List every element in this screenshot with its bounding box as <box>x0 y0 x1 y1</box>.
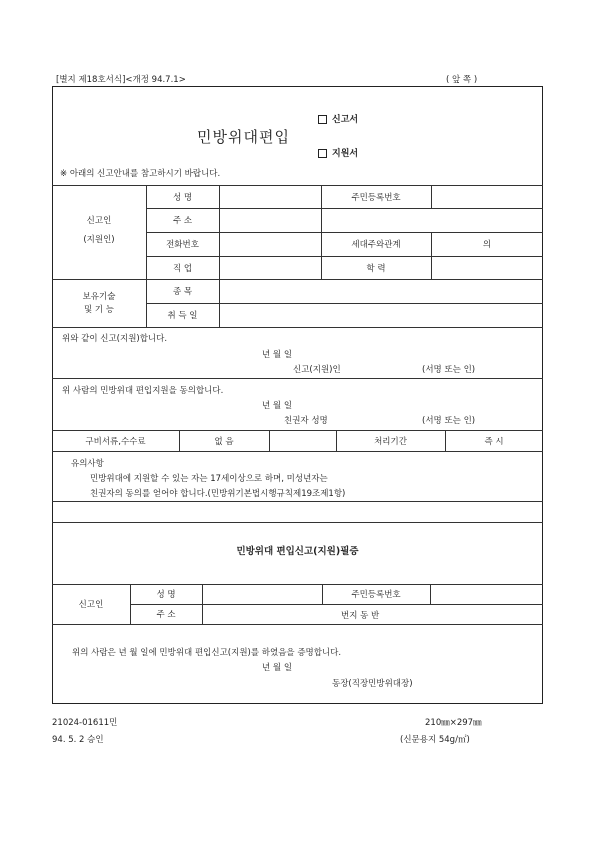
divider <box>52 624 543 625</box>
skill-acquired-label: 취 득 일 <box>167 311 198 321</box>
household-suffix: 의 <box>482 240 492 250</box>
divider <box>52 279 543 280</box>
divider <box>52 378 543 379</box>
cert-address-suffix: 번지 동 반 <box>341 611 380 621</box>
declaration-text: 위와 같이 신고(지원)합니다. <box>62 334 168 344</box>
footer-approval: 94. 5. 2 승인 <box>52 735 104 745</box>
education-label: 학 력 <box>366 263 386 274</box>
notes-line-1: 민방위대에 지원할 수 있는 자는 17세이상으로 하며, 미성년자는 <box>90 474 328 484</box>
job-field[interactable] <box>222 259 318 276</box>
rrn-field[interactable] <box>434 188 540 205</box>
consent-date: 년 월 일 <box>262 401 293 411</box>
divider <box>52 522 543 523</box>
notes-heading: 유의사항 <box>71 459 104 469</box>
notes-line-2: 친권자의 동의를 얻어야 합니다.(민방위기본법시행규칙제19조제1항) <box>90 489 346 499</box>
cert-rrn-field[interactable] <box>433 587 540 601</box>
education-field[interactable] <box>434 259 540 276</box>
notice-text: ※ 아래의 신고안내를 참고하시기 바랍니다. <box>60 169 221 179</box>
form-title: 민방위대편입 <box>197 128 290 146</box>
cert-statement: 위의 사람은 년 월 일에 민방위대 편입신고(지원)를 하였음을 증명합니다. <box>72 648 342 658</box>
address-label: 주 소 <box>172 216 193 226</box>
declaration-signer: 신고(지원)인 <box>293 365 341 375</box>
skill-type-field[interactable] <box>222 282 540 300</box>
name-label: 성 명 <box>172 192 193 203</box>
address-field[interactable] <box>222 211 540 229</box>
cert-address-label: 주 소 <box>156 610 176 620</box>
footer-paper: (신문용지 54g/㎡) <box>400 735 470 745</box>
docs-label: 구비서류,수수료 <box>85 436 146 447</box>
phone-label: 전화번호 <box>166 240 199 250</box>
divider <box>430 584 431 604</box>
declaration-sign-note: (서명 또는 인) <box>422 365 476 375</box>
footer-code: 21024-01611민 <box>52 718 118 728</box>
checkbox-icon[interactable] <box>318 115 327 124</box>
applicant-section-label: 신고인 <box>86 216 112 226</box>
period-label: 처리기간 <box>374 436 407 447</box>
divider <box>52 327 543 328</box>
skills-section-sublabel: 및 기 능 <box>83 305 115 315</box>
option-apply[interactable] <box>318 146 358 159</box>
consent-signer: 친권자 성명 <box>284 416 328 426</box>
option-report-label: 신고서 <box>332 115 359 125</box>
name-field[interactable] <box>222 188 318 205</box>
phone-field[interactable] <box>222 235 318 253</box>
divider <box>269 430 270 451</box>
page-side: ( 앞 쪽 ) <box>446 75 478 85</box>
consent-text: 위 사람의 민방위대 편입지원을 동의합니다. <box>62 386 224 396</box>
household-label: 세대주와관계 <box>351 240 401 250</box>
cert-issuer: 동장(직장민방위대장) <box>332 679 413 689</box>
cert-address-field[interactable] <box>205 607 335 621</box>
cert-name-label: 성 명 <box>156 590 176 600</box>
divider <box>52 451 543 452</box>
consent-sign-note: (서명 또는 인) <box>422 416 476 426</box>
divider <box>52 501 543 502</box>
divider <box>52 185 543 186</box>
declaration-date: 년 월 일 <box>262 350 293 360</box>
cert-rrn-label: 주민등록번호 <box>351 590 401 600</box>
rrn-label: 주민등록번호 <box>351 192 401 203</box>
option-report[interactable] <box>318 112 358 125</box>
divider <box>431 185 432 208</box>
certificate-title: 민방위대 편입신고(지원)필증 <box>236 546 359 557</box>
period-value: 즉 시 <box>484 436 504 447</box>
form-id: [별지 제18호서식]<개정 94.7.1> <box>56 75 186 85</box>
job-label: 직 업 <box>172 263 193 274</box>
cert-reporter-label: 신고인 <box>78 600 104 610</box>
cert-name-field[interactable] <box>205 587 319 601</box>
docs-value: 없 음 <box>214 436 234 447</box>
applicant-section-sublabel: (지원인) <box>83 235 115 245</box>
skills-section-label: 보유기술 <box>82 292 116 302</box>
checkbox-icon[interactable] <box>318 149 327 158</box>
skill-type-label: 종 목 <box>172 287 193 297</box>
option-apply-label: 지원서 <box>332 149 359 159</box>
footer-size: 210㎜×297㎜ <box>425 718 482 728</box>
skill-acquired-field[interactable] <box>222 306 540 324</box>
cert-date: 년 월 일 <box>262 663 293 673</box>
